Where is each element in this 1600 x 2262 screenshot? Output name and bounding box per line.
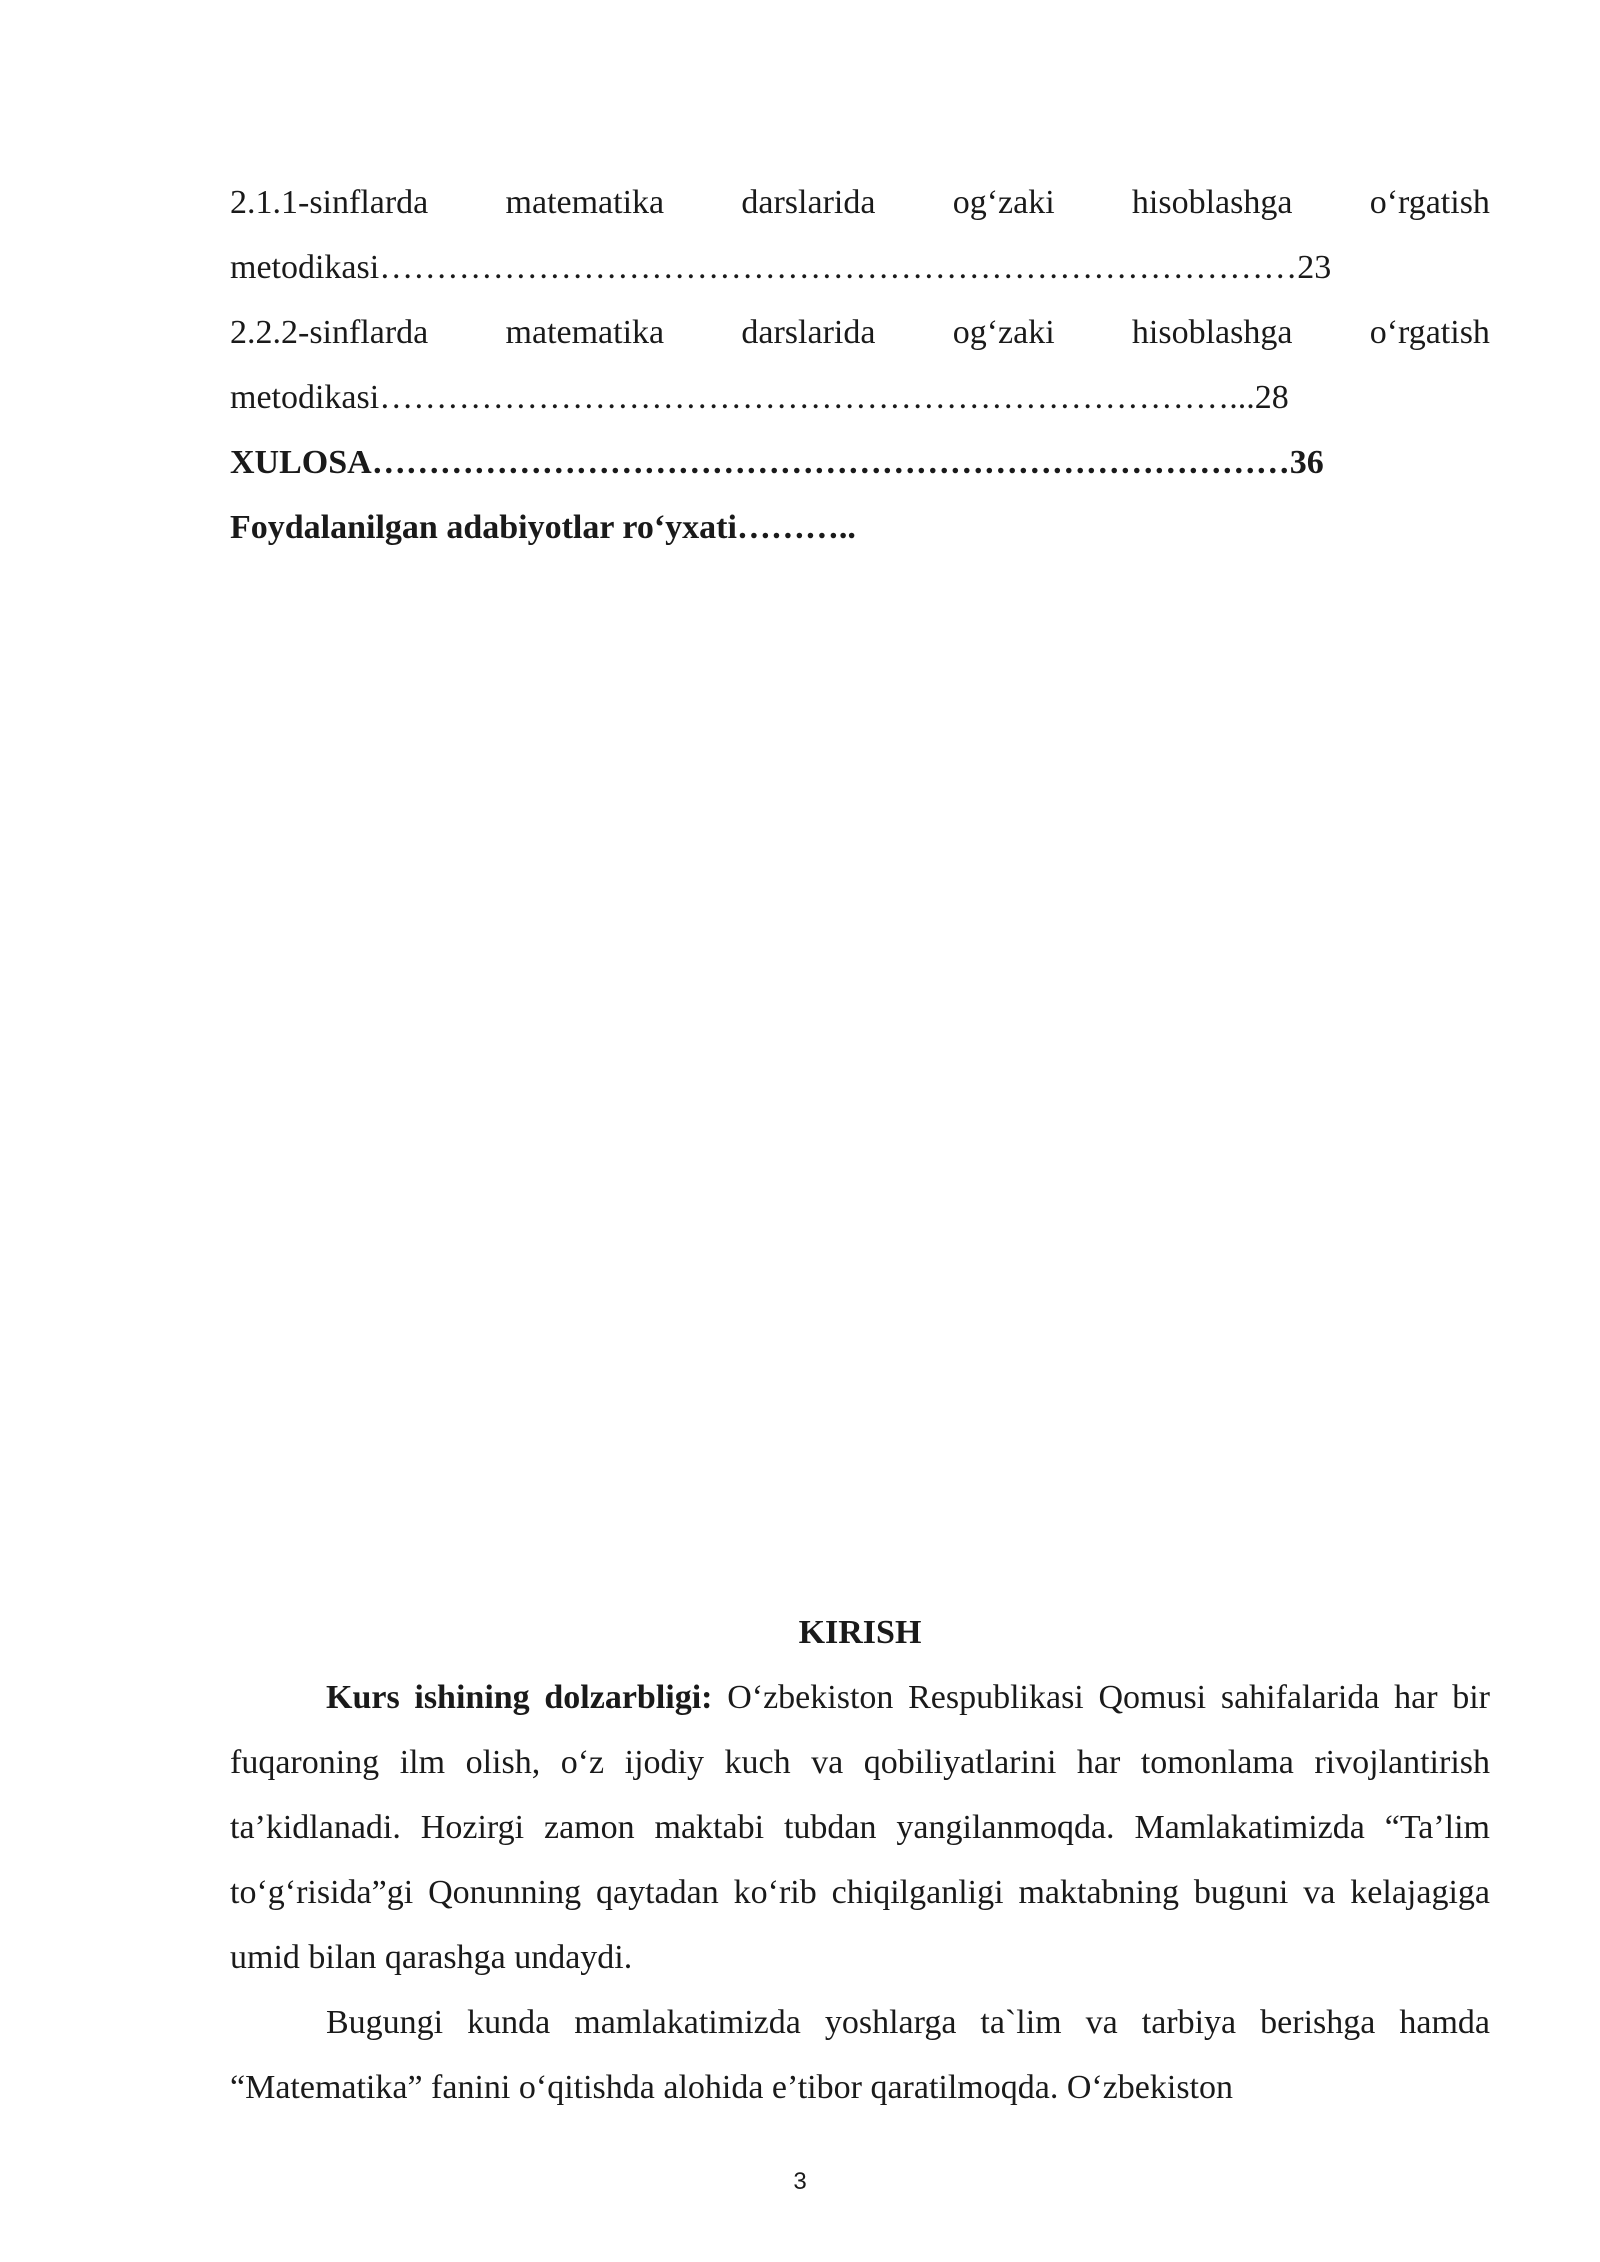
paragraph-lead: Kurs ishining dolzarbligi: — [326, 1679, 713, 1716]
toc-entry-2-line-1 — [230, 300, 1490, 365]
toc-entry-conclusion — [230, 430, 1490, 495]
toc-word: o‘rgatish — [1369, 314, 1490, 351]
toc-word: darslarida — [741, 184, 876, 221]
toc-word: o‘rgatish — [1369, 184, 1490, 221]
toc-entry-1-line-2 — [230, 235, 1490, 300]
toc-entry-text: Foydalanilgan adabiyotlar ro‘yxati……….. — [230, 509, 856, 546]
toc-entry-text: metodikasi………………………………………………………………………23 — [230, 249, 1332, 286]
toc-entry-text: XULOSA………………………………………………………………………36 — [230, 444, 1324, 481]
toc-word: hisoblashga — [1131, 184, 1293, 221]
table-of-contents — [230, 170, 1490, 560]
toc-entry-1-line-1 — [230, 170, 1490, 235]
section-heading: KIRISH — [798, 1614, 922, 1651]
toc-entry-references — [230, 495, 1490, 560]
paragraph-2 — [230, 1990, 1490, 2120]
toc-entry-text: metodikasi…………………………………………………………………...28 — [230, 379, 1289, 416]
toc-word: darslarida — [741, 314, 876, 351]
paragraph-1 — [230, 1665, 1490, 1990]
toc-word: matematika — [505, 314, 665, 351]
toc-word: 2.1.1-sinflarda — [230, 184, 429, 221]
toc-word: og‘zaki — [952, 314, 1055, 351]
toc-entry-2-line-2 — [230, 365, 1490, 430]
intro-section — [230, 1600, 1490, 2120]
paragraph-text: Bugungi kunda mamlakatimizda yoshlarga ta`lim va tarbiya berishga hamda “Matematika” fanini o‘qitishda alohida e’tibor qaratilmoqda. O‘zbekiston — [230, 2004, 1490, 2106]
toc-word: og‘zaki — [952, 184, 1055, 221]
toc-word: matematika — [505, 184, 665, 221]
toc-word: 2.2.2-sinflarda — [230, 314, 429, 351]
paragraph-text: O‘zbekiston Respublikasi Qomusi sahifalarida har bir fuqaroning ilm olish, o‘z ijodiy kuch va qobiliyatlarini har tomonlama rivojlantirish ta’kidlanadi. Hozirgi zamon maktabi tubdan yangilanmoqda. Mamlakatimizda “Ta’lim to‘g‘risida”gi Qonunning qaytadan ko‘rib chiqilganligi maktabning buguni va kelajagiga umid bilan qarashga undaydi. — [230, 1679, 1490, 1976]
page-number: 3 — [793, 2168, 807, 2195]
toc-word: hisoblashga — [1131, 314, 1293, 351]
